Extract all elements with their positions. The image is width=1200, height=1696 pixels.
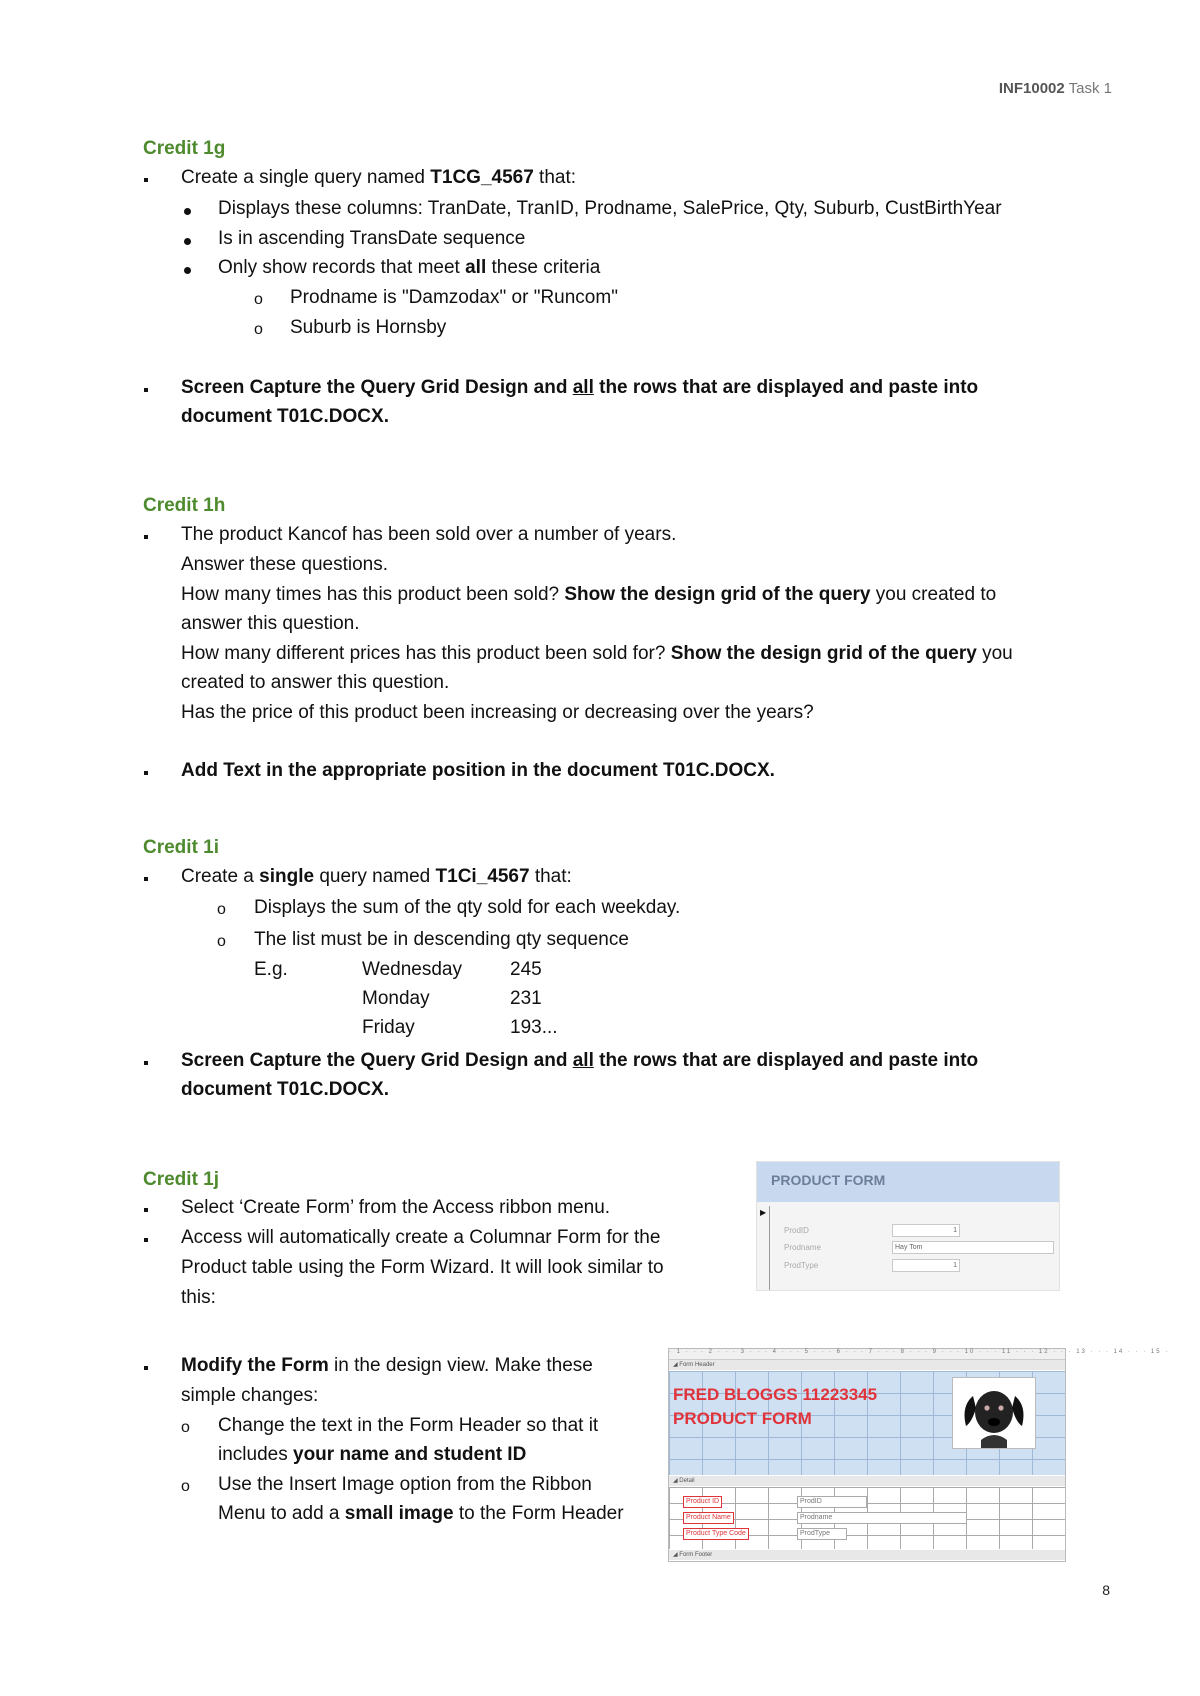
credit-1g-sub-3: Only show records that meet all these criteria bbox=[218, 257, 601, 278]
credit-1j-change-1-line-1: Change the text in the Form Header so that it bbox=[218, 1415, 599, 1436]
detail-field: ProdType bbox=[797, 1528, 847, 1540]
product-form-title: PRODUCT FORM bbox=[771, 1172, 886, 1188]
credit-1i-sub-1: Displays the sum of the qty sold for each weekday. bbox=[254, 897, 681, 918]
credit-1j-bullet-1: Select ‘Create Form’ from the Access ribbon menu. bbox=[181, 1197, 611, 1218]
bullet-square bbox=[144, 388, 148, 392]
credit-1j-heading: Credit 1j bbox=[143, 1169, 220, 1190]
credit-1g-sub-1: Displays these columns: TranDate, TranID, Prodname, SalePrice, Qty, Suburb, CustBirthYear bbox=[218, 198, 1002, 219]
page-header bbox=[999, 80, 1112, 97]
credit-1i-sub-2: The list must be in descending qty sequence bbox=[254, 929, 629, 950]
credit-1h-line-4: answer this question. bbox=[181, 613, 360, 634]
product-form-header bbox=[757, 1162, 1059, 1202]
credit-1g-heading: Credit 1g bbox=[143, 138, 226, 159]
bullet-circle: o bbox=[181, 1478, 190, 1495]
credit-1j-change-1-line-2: includes your name and student ID bbox=[218, 1444, 527, 1465]
course-code: INF10002 bbox=[998, 80, 1065, 97]
credit-1j-bullet-2-line-3: this: bbox=[181, 1287, 216, 1308]
credit-1i-capture-line-2: document T01C.DOCX. bbox=[181, 1079, 389, 1100]
header-name-text: FRED BLOGGS 11223345 bbox=[673, 1385, 878, 1404]
ruler: · 1 · · · 2 · · · 3 · · · 4 · · · 5 · · · 6 · · · 7 · · · 8 · · · 9 · · · 10 · · · 11 · · · 12 · · · 13 · · · 14 · · · 15 · bbox=[669, 1349, 1065, 1360]
example-qty: 193... bbox=[510, 1017, 558, 1038]
bullet-circle: o bbox=[254, 321, 263, 338]
credit-1g-criterion-2: Suburb is Hornsby bbox=[290, 317, 447, 338]
credit-1h-line-1: The product Kancof has been sold over a number of years. bbox=[181, 524, 677, 545]
credit-1h-line-5: How many different prices has this product been sold for? Show the design grid of the query you bbox=[181, 643, 1013, 664]
bullet-dot bbox=[184, 208, 191, 215]
bullet-dot bbox=[184, 238, 191, 245]
credit-1g-bullet-1: Create a single query named T1CG_4567 that: bbox=[181, 167, 577, 188]
bullet-square bbox=[144, 877, 148, 881]
credit-1h-add-text: Add Text in the appropriate position in the document T01C.DOCX. bbox=[181, 760, 775, 781]
bullet-square bbox=[144, 1208, 148, 1212]
example-day: Wednesday bbox=[362, 959, 462, 980]
task-label: Task 1 bbox=[1068, 80, 1112, 97]
bullet-circle: o bbox=[254, 291, 263, 308]
bullet-square bbox=[144, 1366, 148, 1370]
example-qty: 231 bbox=[510, 988, 542, 1009]
credit-1g-capture-line-2: document T01C.DOCX. bbox=[181, 406, 389, 427]
dog-image bbox=[952, 1377, 1036, 1449]
bullet-square bbox=[144, 771, 148, 775]
detail-field: ProdID bbox=[797, 1496, 867, 1508]
page-number: 8 bbox=[1102, 1582, 1110, 1598]
record-selector-icon: ▶ bbox=[760, 1208, 767, 1217]
field-value: 1 bbox=[892, 1224, 960, 1237]
field-label: Prodname bbox=[784, 1243, 821, 1252]
bullet-square bbox=[144, 178, 148, 182]
product-form-screenshot bbox=[756, 1161, 1060, 1291]
form-footer-bar: ◢ Form Footer bbox=[669, 1550, 1065, 1560]
example-day: Monday bbox=[362, 988, 430, 1009]
credit-1j-bullet-3: Modify the Form in the design view. Make these bbox=[181, 1355, 593, 1376]
bullet-circle: o bbox=[217, 901, 226, 918]
credit-1g-sub-2: Is in ascending TransDate sequence bbox=[218, 228, 526, 249]
credit-1j-change-2-line-1: Use the Insert Image option from the Ribbon bbox=[218, 1474, 592, 1495]
bullet-square bbox=[144, 535, 148, 539]
credit-1j-change-2-line-2: Menu to add a small image to the Form Header bbox=[218, 1503, 624, 1524]
bullet-circle: o bbox=[217, 933, 226, 950]
credit-1j-bullet-3-line-2: simple changes: bbox=[181, 1385, 319, 1406]
credit-1i-heading: Credit 1i bbox=[143, 837, 220, 858]
header-form-title: PRODUCT FORM bbox=[673, 1409, 812, 1428]
credit-1j-bullet-2-line-2: Product table using the Form Wizard. It will look similar to bbox=[181, 1257, 664, 1278]
example-label: E.g. bbox=[254, 959, 288, 980]
field-value: 1 bbox=[892, 1259, 960, 1272]
credit-1i-bullet-1: Create a single query named T1Ci_4567 that: bbox=[181, 866, 572, 887]
credit-1g-capture: Screen Capture the Query Grid Design and all the rows that are displayed and paste into bbox=[181, 377, 979, 398]
bullet-square bbox=[144, 1238, 148, 1242]
detail-label: Product ID bbox=[683, 1496, 722, 1508]
form-header-bar: ◢ Form Header bbox=[669, 1360, 1065, 1370]
design-view-screenshot bbox=[668, 1348, 1170, 1562]
bullet-dot bbox=[184, 267, 191, 274]
example-qty: 245 bbox=[510, 959, 542, 980]
detail-field: Prodname bbox=[797, 1512, 967, 1524]
credit-1j-bullet-2-line-1: Access will automatically create a Columnar Form for the bbox=[181, 1227, 661, 1248]
credit-1h-line-6: created to answer this question. bbox=[181, 672, 450, 693]
bullet-square bbox=[144, 1061, 148, 1065]
credit-1h-line-3: How many times has this product been sold? Show the design grid of the query you created to bbox=[181, 584, 997, 605]
credit-1h-line-2: Answer these questions. bbox=[181, 554, 389, 575]
field-label: ProdID bbox=[784, 1226, 809, 1235]
credit-1h-heading: Credit 1h bbox=[143, 495, 226, 516]
credit-1i-capture: Screen Capture the Query Grid Design and all the rows that are displayed and paste into bbox=[181, 1050, 979, 1071]
bullet-circle: o bbox=[181, 1419, 190, 1436]
credit-1h-line-7: Has the price of this product been increasing or decreasing over the years? bbox=[181, 702, 814, 723]
field-label: ProdType bbox=[784, 1261, 819, 1270]
example-day: Friday bbox=[362, 1017, 415, 1038]
detail-bar: ◢ Detail bbox=[669, 1476, 1065, 1486]
detail-label: Product Type Code bbox=[683, 1528, 749, 1540]
credit-1g-criterion-1: Prodname is "Damzodax" or "Runcom" bbox=[290, 287, 618, 308]
detail-label: Product Name bbox=[683, 1512, 734, 1524]
field-value: Hay Tom bbox=[892, 1241, 1054, 1254]
record-selector-bar bbox=[769, 1206, 770, 1290]
